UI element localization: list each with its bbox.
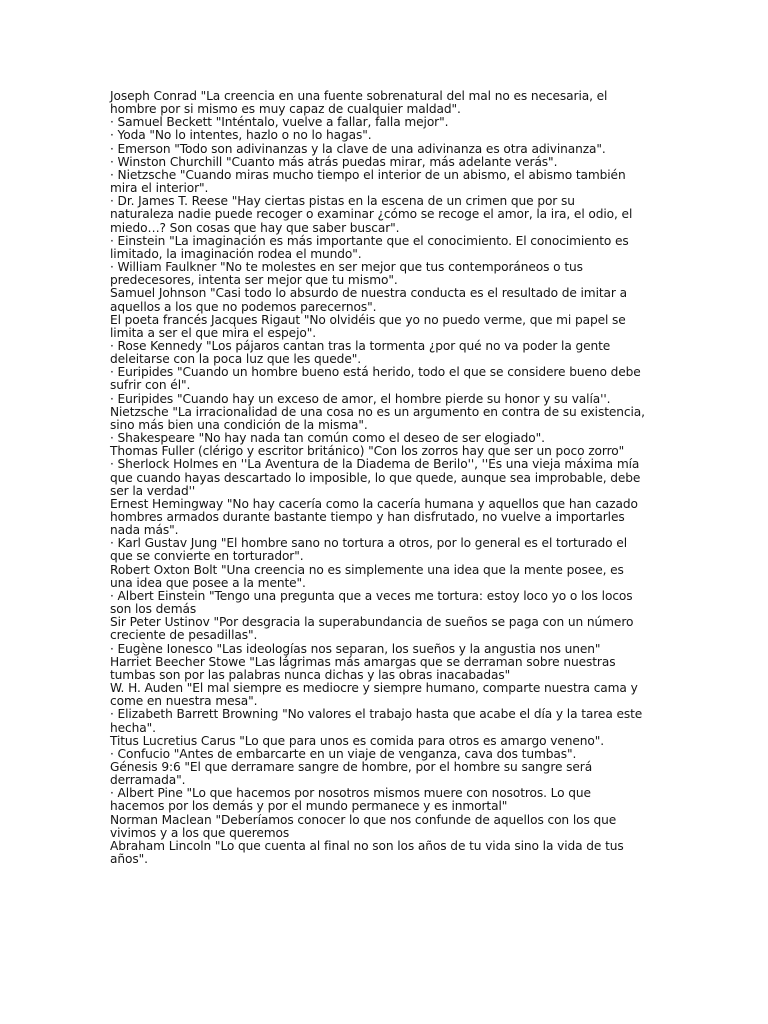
- text-line: · Samuel Beckett "Inténtalo, vuelve a fallar, falla mejor".: [110, 115, 449, 130]
- text-line: · Euripides "Cuando un hombre bueno está herido, todo el que se considere bueno debe: [110, 365, 641, 380]
- text-line: tumbas son por las palabras nunca dichas y las obras inacabadas": [110, 667, 511, 682]
- quote-list: [110, 90, 658, 866]
- text-line: limitado, la imaginación rodea el mundo".: [110, 246, 362, 261]
- text-line: · Euripides "Cuando hay un exceso de amor, el hombre pierde su honor y su valía''.: [110, 391, 611, 406]
- text-line: años".: [110, 852, 148, 867]
- text-line: Joseph Conrad "La creencia en una fuente sobrenatural del mal no es necesaria, el: [110, 89, 608, 103]
- text-line: · Rose Kennedy "Los pájaros cantan tras la tormenta ¿por qué no va poder la gente: [110, 338, 611, 353]
- text-line: hombres armados durante bastante tiempo y han disfrutado, no vuelve a importarles: [110, 510, 625, 524]
- text-line: predecesores, intenta ser mejor que tu mismo".: [110, 273, 398, 288]
- text-line: miedo…? Son cosas que hay que saber buscar".: [110, 220, 400, 235]
- text-line: son los demás: [110, 602, 197, 617]
- text-line: aquellos a los que no podemos parecernos".: [110, 299, 377, 314]
- text-line: W. H. Auden "El mal siempre es mediocre y siempre humano, comparte nuestra cama y: [110, 681, 638, 696]
- text-line: hombre por si mismo es muy capaz de cualquier maldad".: [110, 102, 461, 117]
- text-line: una idea que posee a la mente".: [110, 575, 306, 590]
- text-line: Norman Maclean "Deberíamos conocer lo que nos confunde de aquellos con los que: [110, 812, 617, 827]
- text-line: · Dr. James T. Reese "Hay ciertas pistas en la escena de un crimen que por su: [110, 194, 575, 209]
- text-line: que cuando hayas descartado lo imposible, lo que quede, aunque sea improbable, debe: [110, 470, 641, 485]
- text-line: come en nuestra mesa".: [110, 694, 258, 709]
- text-line: · Karl Gustav Jung "El hombre sano no tortura a otros, por lo general es el torturado el: [110, 536, 627, 551]
- text-line: derramada".: [110, 773, 186, 788]
- text-line: vivimos y a los que queremos: [110, 825, 290, 840]
- text-line: sufrir con él".: [110, 378, 191, 393]
- text-line: Harriet Beecher Stowe "Las lágrimas más amargas que se derraman sobre nuestras: [110, 654, 616, 669]
- text-line: Ernest Hemingway "No hay cacería como la cacería humana y aquellos que han cazado: [110, 496, 638, 511]
- text-line: · Shakespeare "No hay nada tan común como el deseo de ser elogiado".: [110, 431, 545, 446]
- text-line: · Winston Churchill "Cuanto más atrás puedas mirar, más adelante verás".: [110, 154, 558, 169]
- text-line: limita a ser el que mira el espejo".: [110, 325, 316, 340]
- text-line: nada más".: [110, 523, 179, 538]
- text-line: · Albert Pine "Lo que hacemos por nosotros mismos muere con nosotros. Lo que: [110, 786, 591, 801]
- text-line: · Eugène Ionesco "Las ideologías nos separan, los sueños y la angustia nos unen": [110, 641, 601, 656]
- text-line: creciente de pesadillas".: [110, 628, 258, 643]
- text-line: Nietzsche "La irracionalidad de una cosa no es un argumento en contra de su existencia,: [110, 404, 645, 419]
- text-line: ser la verdad'': [110, 483, 196, 498]
- text-line: hacemos por los demás y por el mundo permanece y es inmortal": [110, 799, 508, 814]
- text-line: sino más bien una condición de la misma".: [110, 417, 368, 432]
- text-line: mira el interior".: [110, 181, 209, 196]
- text-line: naturaleza nadie puede recoger o examinar ¿cómo se recoge el amor, la ira, el odio, el: [110, 207, 633, 222]
- text-line: Samuel Johnson "Casi todo lo absurdo de nuestra conducta es el resultado de imitar a: [110, 286, 627, 301]
- text-line: · William Faulkner "No te molestes en ser mejor que tus contemporáneos o tus: [110, 260, 583, 275]
- text-line: hecha".: [110, 720, 156, 735]
- text-line: · Nietzsche "Cuando miras mucho tiempo el interior de un abismo, el abismo también: [110, 167, 626, 182]
- text-line: deleitarse con la poca luz que les quede".: [110, 352, 361, 367]
- text-line: · Albert Einstein "Tengo una pregunta que a veces me tortura: estoy loco yo o los locos: [110, 588, 633, 603]
- text-line: · Emerson "Todo son adivinanzas y la clave de una adivinanza es otra adivinanza".: [110, 141, 606, 156]
- text-line: Robert Oxton Bolt "Una creencia no es simplemente una idea que la mente posee, es: [110, 562, 624, 577]
- text-line: · Einstein "La imaginación es más importante que el conocimiento. El conocimiento es: [110, 233, 629, 248]
- text-line: El poeta francés Jacques Rigaut "No olvidéis que yo no puedo verme, que mi papel se: [110, 312, 626, 327]
- text-line: · Yoda "No lo intentes, hazlo o no lo hagas".: [110, 128, 372, 143]
- text-line: Titus Lucretius Carus "Lo que para unos es comida para otros es amargo veneno".: [110, 733, 605, 748]
- text-line: · Sherlock Holmes en ''La Aventura de la Diadema de Berilo'', ''Es una vieja máxima mía: [110, 457, 640, 472]
- text-line: Abraham Lincoln "Lo que cuenta al final no son los años de tu vida sino la vida de tus: [110, 838, 624, 853]
- text-line: Sir Peter Ustinov "Por desgracia la superabundancia de sueños se paga con un número: [110, 615, 634, 630]
- text-line: · Elizabeth Barrett Browning "No valores el trabajo hasta que acabe el día y la tarea este: [110, 707, 643, 722]
- text-line: Thomas Fuller (clérigo y escritor británico) "Con los zorros hay que ser un poco zorro": [110, 444, 625, 459]
- text-line: que se convierte en torturador".: [110, 549, 304, 564]
- text-line: · Confucio "Antes de embarcarte en un viaje de venganza, cava dos tumbas".: [110, 746, 577, 761]
- text-line: Génesis 9:6 "El que derramare sangre de hombre, por el hombre su sangre será: [110, 759, 593, 774]
